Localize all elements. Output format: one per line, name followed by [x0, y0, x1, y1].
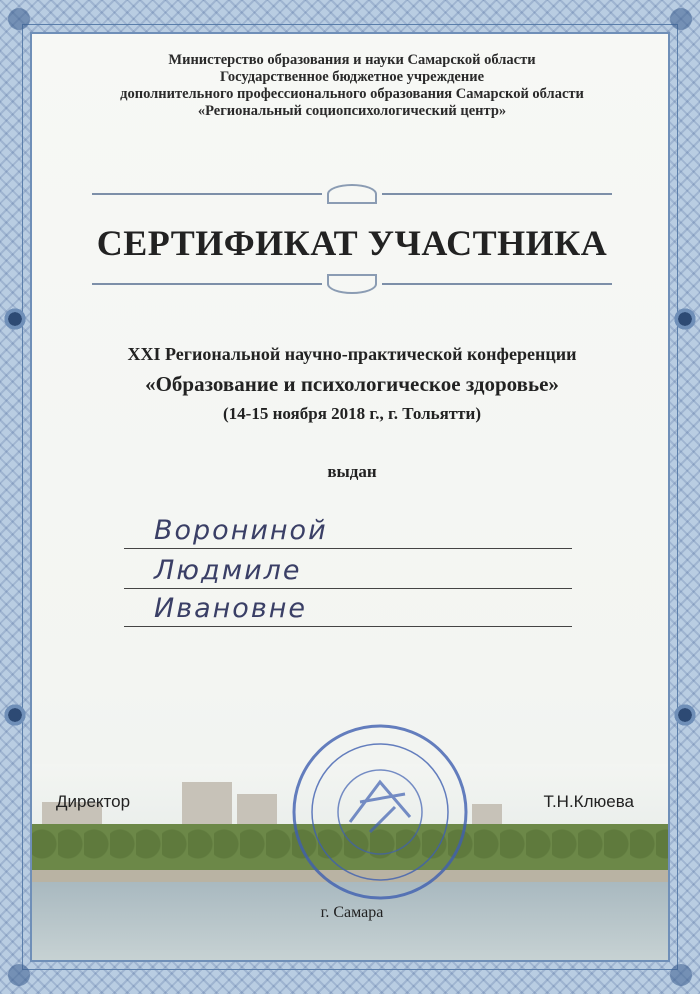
conference-line: XXI Региональной научно-практической конференции — [127, 344, 577, 364]
certificate-title: СЕРТИФИКАТ УЧАСТНИКА — [96, 223, 608, 263]
corner-emblem-icon — [670, 8, 692, 30]
bottom-ornament — [92, 274, 612, 294]
medallion-icon — [3, 304, 27, 334]
recipient-surname: Ворониной — [154, 515, 328, 546]
issuer-line: Государственное бюджетное учреждение — [219, 69, 485, 85]
top-ornament — [92, 184, 612, 204]
recipient-surname-line — [124, 512, 572, 549]
corner-emblem-icon — [670, 964, 692, 986]
issuer-header — [32, 52, 670, 120]
conference-date: (14-15 ноября 2018 г., г. Тольятти) — [223, 404, 481, 423]
signatory-position: Директор — [56, 792, 131, 811]
recipient-patronymic-line — [124, 590, 572, 627]
medallion-icon — [673, 700, 697, 730]
conference-name: «Образование и психологическое здоровье» — [145, 372, 559, 396]
recipient-name-line — [124, 552, 572, 589]
recipient-name: Людмиле — [154, 555, 302, 586]
official-stamp — [290, 722, 470, 902]
corner-emblem-icon — [8, 8, 30, 30]
recipient-patronymic: Ивановне — [154, 593, 308, 624]
corner-emblem-icon — [8, 964, 30, 986]
city-label: г. Самара — [320, 904, 384, 921]
medallion-icon — [673, 304, 697, 334]
issuer-line: дополнительного профессионального образования Самарской области — [120, 86, 584, 102]
issuer-line: «Региональный социопсихологический центр» — [197, 103, 507, 119]
issued-label: выдан — [327, 462, 377, 481]
signatory-name: Т.Н.Клюева — [543, 792, 634, 811]
issuer-line: Министерство образования и науки Самарской области — [168, 52, 536, 68]
certificate-body — [30, 32, 670, 962]
medallion-icon — [3, 700, 27, 730]
